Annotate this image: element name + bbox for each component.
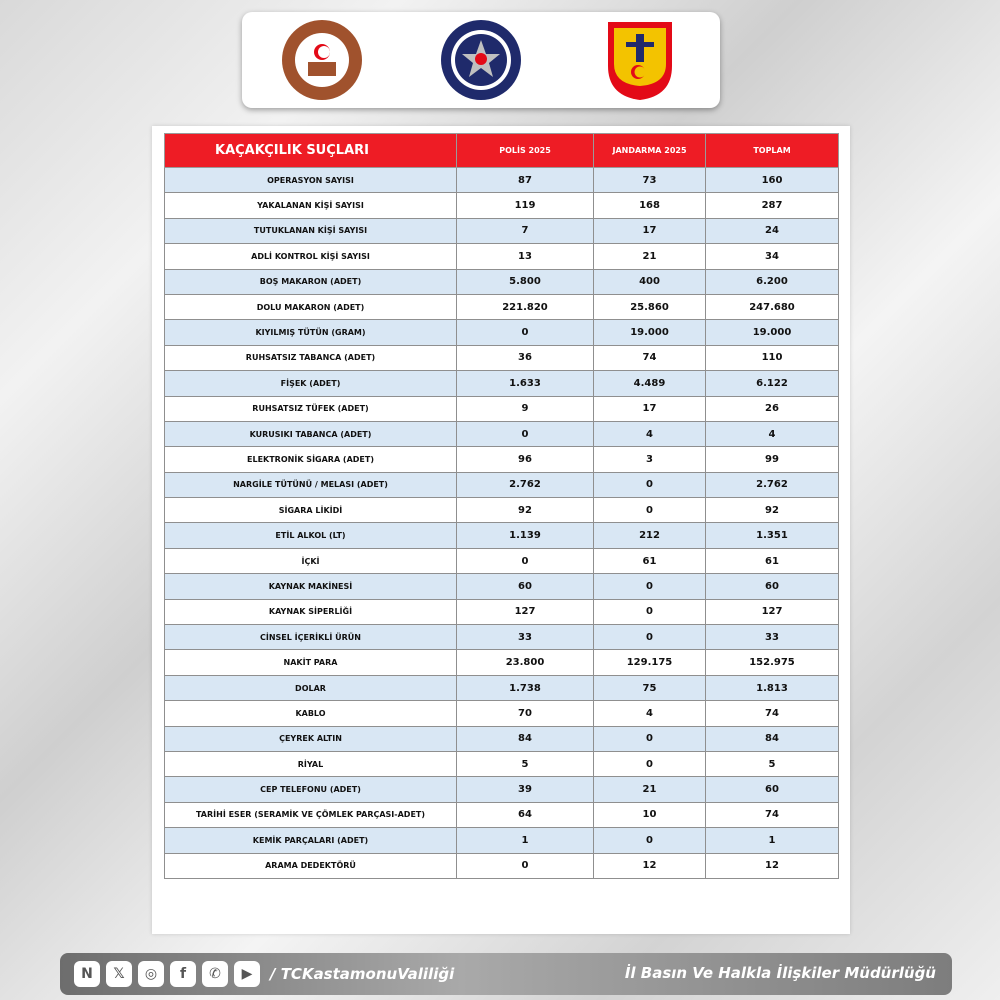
table-row	[165, 345, 839, 370]
total-value-cell: 19.000	[706, 320, 839, 345]
jandarma-value-cell: 4	[594, 701, 706, 726]
total-value-cell: 24	[706, 218, 839, 243]
youtube-icon[interactable]: ▶	[234, 961, 260, 987]
police-value-cell: 0	[457, 548, 594, 573]
police-value-cell: 0	[457, 853, 594, 878]
jandarma-value-cell: 4.489	[594, 371, 706, 396]
total-value-cell: 6.200	[706, 269, 839, 294]
police-value-cell: 87	[457, 168, 594, 193]
jandarma-value-cell: 10	[594, 802, 706, 827]
total-value-cell: 74	[706, 701, 839, 726]
crime-type-cell: ADLİ KONTROL KİŞİ SAYISI	[165, 244, 457, 269]
police-value-cell: 64	[457, 802, 594, 827]
jandarma-value-cell: 0	[594, 498, 706, 523]
table-row	[165, 701, 839, 726]
table-row	[165, 244, 839, 269]
police-value-cell: 70	[457, 701, 594, 726]
total-value-cell: 84	[706, 726, 839, 751]
jandarma-value-cell: 0	[594, 599, 706, 624]
table-row	[165, 447, 839, 472]
header-jandarma: JANDARMA 2025	[594, 134, 706, 168]
table-row	[165, 599, 839, 624]
crime-type-cell: DOLU MAKARON (ADET)	[165, 294, 457, 319]
department-name: İl Basın Ve Halkla İlişkiler Müdürlüğü	[624, 964, 936, 982]
crime-type-cell: BOŞ MAKARON (ADET)	[165, 269, 457, 294]
police-value-cell: 0	[457, 320, 594, 345]
jandarma-value-cell: 0	[594, 828, 706, 853]
table-row	[165, 828, 839, 853]
table-row	[165, 548, 839, 573]
jandarma-value-cell: 4	[594, 421, 706, 446]
table-row	[165, 675, 839, 700]
total-value-cell: 2.762	[706, 472, 839, 497]
crime-type-cell: NAKİT PARA	[165, 650, 457, 675]
statistics-sheet	[152, 126, 850, 934]
total-value-cell: 247.680	[706, 294, 839, 319]
jandarma-value-cell: 75	[594, 675, 706, 700]
total-value-cell: 12	[706, 853, 839, 878]
crime-type-cell: ÇEYREK ALTIN	[165, 726, 457, 751]
jandarma-value-cell: 3	[594, 447, 706, 472]
table-row	[165, 294, 839, 319]
jandarma-value-cell: 19.000	[594, 320, 706, 345]
table-row	[165, 625, 839, 650]
total-value-cell: 33	[706, 625, 839, 650]
jandarma-value-cell: 12	[594, 853, 706, 878]
table-row	[165, 726, 839, 751]
police-value-cell: 221.820	[457, 294, 594, 319]
table-row	[165, 421, 839, 446]
crime-type-cell: OPERASYON SAYISI	[165, 168, 457, 193]
police-value-cell: 5.800	[457, 269, 594, 294]
crime-type-cell: ARAMA DEDEKTÖRÜ	[165, 853, 457, 878]
crime-type-cell: YAKALANAN KİŞİ SAYISI	[165, 193, 457, 218]
crime-type-cell: RUHSATSIZ TÜFEK (ADET)	[165, 396, 457, 421]
total-value-cell: 1.351	[706, 523, 839, 548]
jandarma-value-cell: 0	[594, 472, 706, 497]
total-value-cell: 5	[706, 751, 839, 776]
jandarma-value-cell: 74	[594, 345, 706, 370]
police-value-cell: 0	[457, 421, 594, 446]
total-value-cell: 1	[706, 828, 839, 853]
total-value-cell: 6.122	[706, 371, 839, 396]
logo-bar	[242, 12, 720, 108]
total-value-cell: 127	[706, 599, 839, 624]
total-value-cell: 92	[706, 498, 839, 523]
police-value-cell: 1.738	[457, 675, 594, 700]
crime-type-cell: KAYNAK MAKİNESİ	[165, 574, 457, 599]
crime-type-cell: KIYILMIŞ TÜTÜN (GRAM)	[165, 320, 457, 345]
crime-type-cell: ELEKTRONİK SİGARA (ADET)	[165, 447, 457, 472]
jandarma-value-cell: 0	[594, 726, 706, 751]
crime-type-cell: NARGİLE TÜTÜNÜ / MELASI (ADET)	[165, 472, 457, 497]
police-value-cell: 33	[457, 625, 594, 650]
police-value-cell: 92	[457, 498, 594, 523]
table-row	[165, 498, 839, 523]
police-value-cell: 2.762	[457, 472, 594, 497]
table-row	[165, 269, 839, 294]
police-value-cell: 7	[457, 218, 594, 243]
jandarma-value-cell: 400	[594, 269, 706, 294]
police-value-cell: 23.800	[457, 650, 594, 675]
total-value-cell: 60	[706, 574, 839, 599]
total-value-cell: 34	[706, 244, 839, 269]
crime-type-cell: TUTUKLANAN KİŞİ SAYISI	[165, 218, 457, 243]
crime-type-cell: CİNSEL İÇERİKLİ ÜRÜN	[165, 625, 457, 650]
jandarma-emblem-icon	[598, 18, 682, 102]
instagram-icon[interactable]: ◎	[138, 961, 164, 987]
table-row	[165, 574, 839, 599]
police-value-cell: 39	[457, 777, 594, 802]
whatsapp-icon[interactable]: ✆	[202, 961, 228, 987]
x-icon[interactable]: 𝕏	[106, 961, 132, 987]
table-header-row	[165, 134, 839, 168]
footer-bar	[60, 953, 952, 995]
table-row	[165, 218, 839, 243]
table-row	[165, 802, 839, 827]
table-row	[165, 853, 839, 878]
table-body	[165, 168, 839, 879]
table-row	[165, 320, 839, 345]
facebook-icon[interactable]: f	[170, 961, 196, 987]
police-value-cell: 127	[457, 599, 594, 624]
total-value-cell: 99	[706, 447, 839, 472]
crime-type-cell: KABLO	[165, 701, 457, 726]
jandarma-value-cell: 21	[594, 777, 706, 802]
jandarma-value-cell: 21	[594, 244, 706, 269]
table-row	[165, 751, 839, 776]
jandarma-value-cell: 168	[594, 193, 706, 218]
total-value-cell: 26	[706, 396, 839, 421]
jandarma-value-cell: 17	[594, 218, 706, 243]
police-value-cell: 1	[457, 828, 594, 853]
crime-type-cell: FİŞEK (ADET)	[165, 371, 457, 396]
total-value-cell: 60	[706, 777, 839, 802]
police-value-cell: 60	[457, 574, 594, 599]
table-row	[165, 168, 839, 193]
jandarma-value-cell: 25.860	[594, 294, 706, 319]
table-row	[165, 472, 839, 497]
jandarma-value-cell: 73	[594, 168, 706, 193]
police-value-cell: 96	[457, 447, 594, 472]
total-value-cell: 152.975	[706, 650, 839, 675]
crime-type-cell: SİGARA LİKİDİ	[165, 498, 457, 523]
table-row	[165, 650, 839, 675]
crime-type-cell: KEMİK PARÇALARI (ADET)	[165, 828, 457, 853]
crime-type-cell: CEP TELEFONU (ADET)	[165, 777, 457, 802]
police-value-cell: 13	[457, 244, 594, 269]
police-value-cell: 1.139	[457, 523, 594, 548]
header-police: POLİS 2025	[457, 134, 594, 168]
smuggling-crimes-table	[164, 133, 839, 879]
jandarma-value-cell: 17	[594, 396, 706, 421]
table-row	[165, 371, 839, 396]
table-row	[165, 193, 839, 218]
nsosyal-icon[interactable]: N	[74, 961, 100, 987]
total-value-cell: 160	[706, 168, 839, 193]
crime-type-cell: KAYNAK SİPERLİĞİ	[165, 599, 457, 624]
jandarma-value-cell: 0	[594, 751, 706, 776]
jandarma-value-cell: 129.175	[594, 650, 706, 675]
total-value-cell: 74	[706, 802, 839, 827]
header-total: TOPLAM	[706, 134, 839, 168]
crime-type-cell: DOLAR	[165, 675, 457, 700]
crime-type-cell: RUHSATSIZ TABANCA (ADET)	[165, 345, 457, 370]
crime-type-cell: RİYAL	[165, 751, 457, 776]
total-value-cell: 287	[706, 193, 839, 218]
crime-type-cell: KURUSIKI TABANCA (ADET)	[165, 421, 457, 446]
header-crime-type: KAÇAKÇILIK SUÇLARI	[165, 134, 457, 168]
police-value-cell: 5	[457, 751, 594, 776]
table-row	[165, 396, 839, 421]
police-value-cell: 9	[457, 396, 594, 421]
police-value-cell: 1.633	[457, 371, 594, 396]
police-value-cell: 36	[457, 345, 594, 370]
table-row	[165, 523, 839, 548]
crime-type-cell: TARİHİ ESER (SERAMİK VE ÇÖMLEK PARÇASI-ADET)	[165, 802, 457, 827]
social-handle: / TCKastamonuValiliği	[270, 965, 455, 983]
police-value-cell: 119	[457, 193, 594, 218]
valilik-seal-icon	[280, 18, 364, 102]
police-value-cell: 84	[457, 726, 594, 751]
jandarma-value-cell: 61	[594, 548, 706, 573]
jandarma-value-cell: 0	[594, 574, 706, 599]
crime-type-cell: İÇKİ	[165, 548, 457, 573]
total-value-cell: 1.813	[706, 675, 839, 700]
police-badge-icon	[439, 18, 523, 102]
total-value-cell: 61	[706, 548, 839, 573]
table-row	[165, 777, 839, 802]
jandarma-value-cell: 212	[594, 523, 706, 548]
total-value-cell: 110	[706, 345, 839, 370]
jandarma-value-cell: 0	[594, 625, 706, 650]
crime-type-cell: ETİL ALKOL (LT)	[165, 523, 457, 548]
total-value-cell: 4	[706, 421, 839, 446]
